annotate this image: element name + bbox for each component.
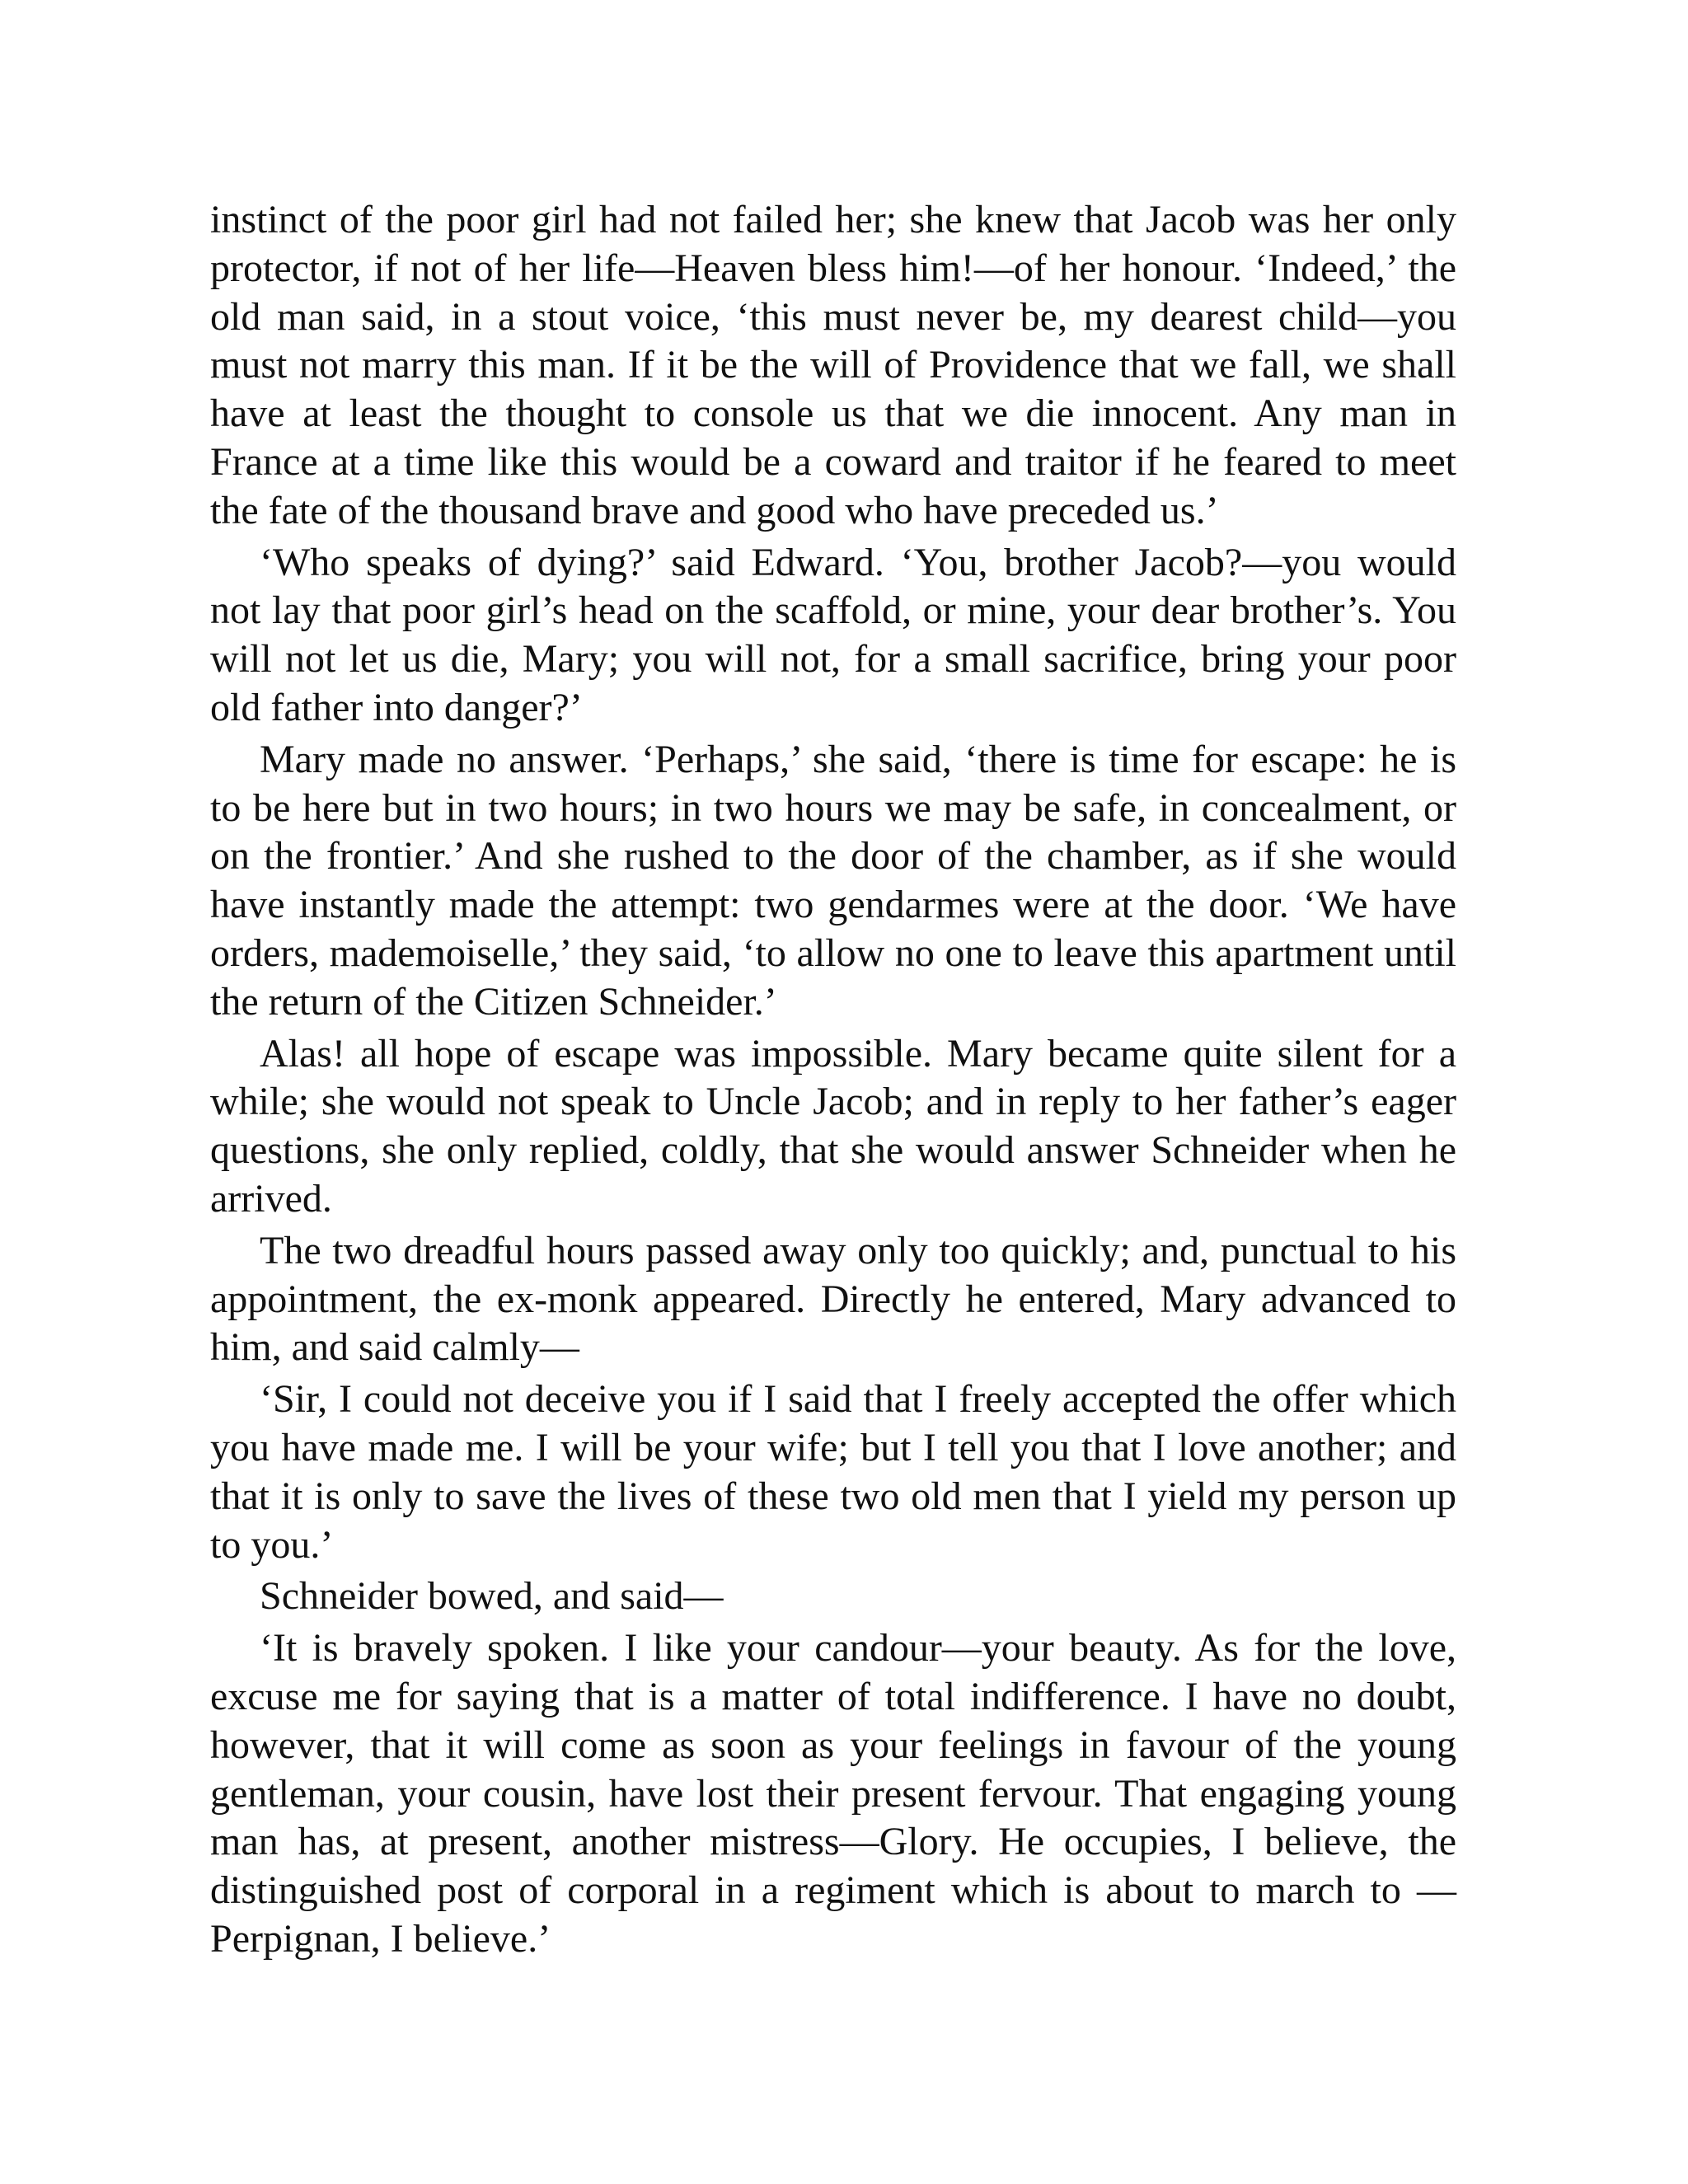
- paragraph-1: instinct of the poor girl had not failed her; she knew that Jacob was her only protector, if not of her life—Heaven bless him!—of her honour. ‘Indeed,’ the old man said, in a stout voice, ‘this must never be, my dearest child—you must not marry this man. If it be the will of Providence that we fall, we shall have at least the thought to console us that we die innocent. Any man in France at a time like this would be a coward and traitor if he feared to meet the fate of the thousand brave and good who have preceded us.’: [210, 198, 1456, 532]
- paragraph-5: The two dreadful hours passed away only too quickly; and, punctual to his appointment, the ex-monk appeared. Directly he entered, Mary advanced to him, and said calmly—: [210, 1228, 1456, 1370]
- paragraph-8: ‘It is bravely spoken. I like your candour—your beauty. As for the love, excuse me for saying that is a matter of total indifference. I have no doubt, however, that it will come as soon as your feelings in favour of the young gentleman, your cousin, have lost their present fervour. That engaging young man has, at present, another mistress—Glory. He occupies, I believe, the distinguished post of corporal in a regiment which is about to march to —Perpignan, I believe.’: [210, 1626, 1456, 1961]
- paragraph-3: Mary made no answer. ‘Perhaps,’ she said, ‘there is time for escape: he is to be here but in two hours; in two hours we may be safe, in concealment, or on the frontier.’ And she rushed to the door of the chamber, as if she would have instantly made the attempt: two gendarmes were at the door. ‘We have orders, mademoiselle,’ they said, ‘to allow no one to leave this apartment until the return of the Citizen Schneider.’: [210, 737, 1456, 1024]
- paragraph-4: Alas! all hope of escape was impossible. Mary became quite silent for a while; she would not speak to Uncle Jacob; and in reply to her father’s eager questions, she only replied, coldly, that she would answer Schneider when he arrived.: [210, 1031, 1456, 1221]
- paragraph-6: ‘Sir, I could not deceive you if I said that I freely accepted the offer which you have made me. I will be your wife; but I tell you that I love another; and that it is only to save the lives of these two old men that I yield my person up to you.’: [210, 1377, 1456, 1567]
- paragraph-7: Schneider bowed, and said—: [260, 1574, 724, 1619]
- paragraph-2: ‘Who speaks of dying?’ said Edward. ‘You, brother Jacob?—you would not lay that poor girl’s head on the scaffold, or mine, your dear brother’s. You will not let us die, Mary; you will not, for a small sacrifice, bring your poor old father into danger?’: [210, 540, 1456, 729]
- page-body: [210, 196, 1456, 1967]
